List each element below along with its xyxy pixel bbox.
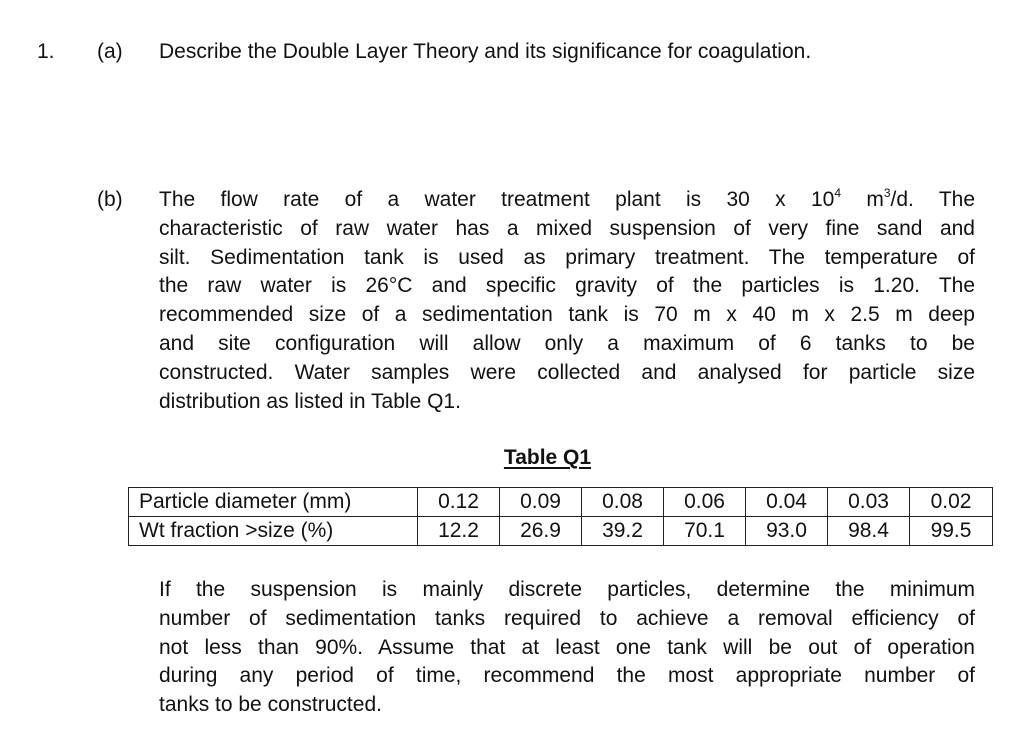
- table-cell: 0.03: [828, 488, 910, 517]
- question-number: 1.: [37, 40, 55, 63]
- table-cell: 0.02: [910, 488, 993, 517]
- exponent: 3: [883, 186, 891, 200]
- paragraph-line: silt. Sedimentation tank is used as primary treatment. The temperature of: [159, 245, 975, 269]
- paragraph-line: not less than 90%. Assume that at least one tank will be out of operation: [159, 635, 975, 659]
- paragraph-line: tanks to be constructed.: [159, 693, 382, 717]
- table-row: [129, 517, 993, 546]
- table-cell: 99.5: [910, 517, 993, 546]
- row-header: Wt fraction >size (%): [129, 517, 418, 546]
- table-cell: 70.1: [664, 517, 746, 546]
- table-cell: 12.2: [418, 517, 500, 546]
- paragraph-line: recommended size of a sedimentation tank is 70 m x 40 m x 2.5 m deep: [159, 303, 975, 327]
- part-a-label: (a): [97, 40, 123, 63]
- paragraph-line: and site configuration will allow only a maximum of 6 tanks to be: [159, 331, 975, 355]
- table-cell: 26.9: [500, 517, 582, 546]
- paragraph-line: [159, 186, 975, 215]
- part-b-paragraph-1: [159, 186, 975, 416]
- table-cell: 98.4: [828, 517, 910, 546]
- flow-rate-text: The flow rate of a water treatment plant is 30 x 10: [159, 188, 835, 211]
- part-a-text: Describe the Double Layer Theory and its significance for coagulation.: [159, 40, 812, 63]
- unit-text: m: [841, 188, 884, 211]
- table-title: Table Q1: [503, 446, 592, 469]
- exponent: 4: [834, 186, 842, 200]
- row-header: Particle diameter (mm): [129, 488, 418, 517]
- table-cell: 0.09: [500, 488, 582, 517]
- table-cell: 39.2: [582, 517, 664, 546]
- table-q1: [128, 487, 993, 546]
- table-cell: 0.04: [746, 488, 828, 517]
- paragraph-line: number of sedimentation tanks required to achieve a removal efficiency of: [159, 606, 975, 630]
- unit-text: /d. The: [890, 188, 975, 211]
- table-cell: 0.12: [418, 488, 500, 517]
- paragraph-line: If the suspension is mainly discrete particles, determine the minimum: [159, 578, 975, 601]
- table-cell: 93.0: [746, 517, 828, 546]
- table-cell: 0.06: [664, 488, 746, 517]
- table-row: [129, 488, 993, 517]
- paragraph-line: the raw water is 26°C and specific gravity of the particles is 1.20. The: [159, 274, 975, 298]
- paragraph-line: during any period of time, recommend the most appropriate number of: [159, 664, 975, 688]
- paragraph-line: distribution as listed in Table Q1.: [159, 389, 461, 413]
- part-b-label: (b): [97, 188, 123, 211]
- paragraph-line: constructed. Water samples were collected and analysed for particle size: [159, 360, 975, 384]
- paragraph-line: characteristic of raw water has a mixed suspension of very fine sand and: [159, 216, 975, 240]
- part-b-paragraph-2: [159, 576, 975, 720]
- table-cell: 0.08: [582, 488, 664, 517]
